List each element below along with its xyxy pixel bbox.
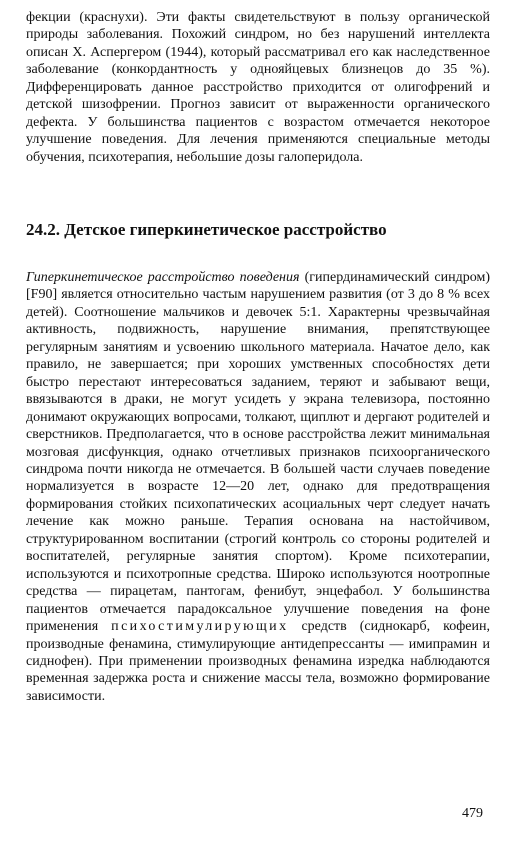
spaced-emphasis-word: психостимулирующих (111, 619, 289, 635)
section-title: Детское гиперкинетическое расстройство (64, 220, 387, 239)
paragraph-text-part-2: средств (сиднокарб, кофеин, производные фенамина, стимулирующие антидепрессанты — имипрамин и сиднофен). При применении производных фенамина изредка наблюдаются временная задержка роста и снижение массы тела, возможно формирование зависимости. (26, 619, 490, 704)
section-number: 24.2. (26, 220, 60, 239)
section-heading (26, 219, 466, 240)
page-number: 479 (462, 806, 483, 821)
paragraph-text-part-1: (гипердинамический синдром) [F90] является относительно частым нарушением развития (от 3 до 8 % всех детей). Соотношение мальчиков и девочек 5:1. Характерны чрезвычайная активность, подвижность, нарушение внимания, препятствующее регулярным занятиям и усвоению школьного материала. Начатое дело, как правило, не завершается; при хороших умственных способностях дети быстро перестают интересоваться заданием, теряют и забывают вещи, ввязываются в драки, не могут усидеть у экрана телевизора, постоянно донимают окружающих вопросами, толкают, щиплют и дергают родителей и сверстников. Предполагается, что в основе расстройства лежит минимальная мозговая дисфункция, однако отчетливых признаков психоорганического синдрома почти никогда не отмечается. В большей части случаев поведение нормализуется в возрасте 12—20 лет, однако для предотвращения формирования стойких психопатических асоциальных черт следует начать лечение как можно раньше. Терапия основана на настойчивом, структурированном воспитании (строгий контроль со стороны родителей и воспитателей, регулярные занятия спортом). Кроме психотерапии, используются и психотропные средства. Широко используются ноотропные средства — пирацетам, пантогам, фенибут, энцефабол. У большинства пациентов отмечается парадоксальное улучшение поведения на фоне применения (26, 270, 490, 635)
paragraph-intro: фекции (краснухи). Эти факты свидетельствуют в пользу органической природы заболевания. Похожий синдром, но без нарушений интеллекта описан X. Аспергером (1944), который рассматривал его как наследственное заболевание (конкордантность у однояйцевых близнецов до 35 %). Дифференцировать данное расстройство приходится от олигофрений и детской шизофрении. Прогноз зависит от выраженности органического дефекта. У большинства пациентов с возрастом отмечается некоторое улучшение поведения. Для лечения применяются специальные методы обучения, психотерапия, небольшие дозы галоперидола. (26, 10, 490, 165)
defined-term: Гиперкинетическое расстройство поведения (26, 270, 300, 285)
paragraph-main (26, 269, 490, 705)
